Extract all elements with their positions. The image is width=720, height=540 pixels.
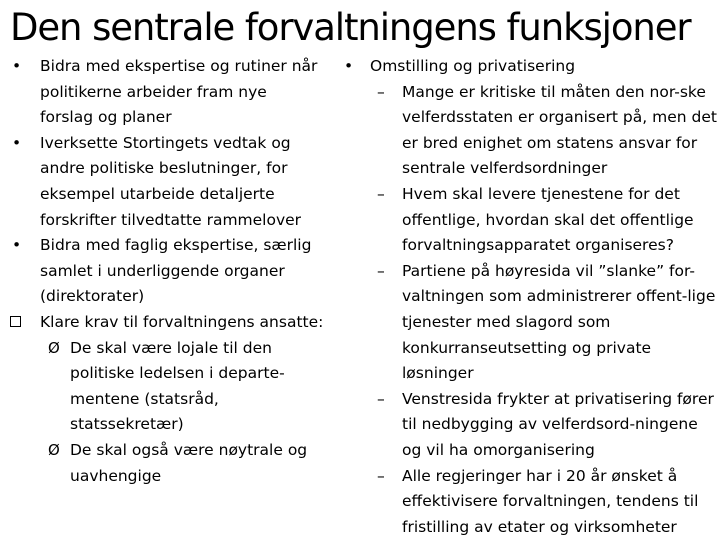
checkbox-square-icon: [10, 316, 21, 327]
sub-list-item: [8, 336, 324, 438]
left-column: [8, 54, 324, 489]
list-item: [340, 54, 718, 80]
sub-list-item: [8, 438, 324, 489]
list-item: [8, 233, 324, 310]
arrow-bullet-icon: Ø: [48, 338, 60, 357]
list-item-text: Alle regjeringer har i 20 år ønsket å effektivisere forvaltningen, tendens til fristilling av etater og virksomheter: [402, 466, 699, 536]
bullet-icon: •: [12, 236, 22, 255]
list-item: [8, 54, 324, 131]
arrow-bullet-icon: Ø: [48, 440, 60, 459]
sub-list-item: [340, 259, 718, 387]
list-item-text: Venstresida frykter at privatisering fører til nedbygging av velferdsord-ningene og vil ha omorganisering: [402, 389, 714, 459]
list-item-text: Omstilling og privatisering: [370, 57, 576, 75]
bullet-icon: •: [12, 57, 22, 75]
dash-bullet-icon: –: [377, 261, 385, 280]
list-item-text: De skal også være nøytrale og uavhengige: [70, 440, 308, 485]
sub-list-item: [340, 387, 718, 464]
right-column: [340, 54, 718, 540]
sub-list-item: [340, 464, 718, 540]
list-item-text: Mange er kritiske til måten den nor-ske velferdsstaten er organisert på, men det er bred enighet om statens ansvar for sentrale velferdsordninger: [402, 82, 717, 178]
slide-title: Den sentrale forvaltningens funksjoner: [10, 6, 691, 49]
dash-bullet-icon: –: [377, 184, 385, 203]
list-item-text: Iverksette Stortingets vedtak og andre politiske beslutninger, for eksempel utarbeide detaljerte forskrifter tilvedtatte rammelover: [40, 133, 302, 229]
list-item-text: Partiene på høyresida vil ”slanke” for-valtningen som administrerer offent-lige tjenester med slagord som konkurranseutsetting og private løsninger: [402, 261, 716, 383]
sub-list-item: [340, 80, 718, 182]
bullet-icon: •: [12, 133, 22, 152]
sub-list-item: [340, 182, 718, 259]
list-item-text: Hvem skal levere tjenestene for det offentlige, hvordan skal det offentlige forvaltningsapparatet organiseres?: [402, 184, 694, 255]
list-item-text: Bidra med ekspertise og rutiner når politikerne arbeider fram nye forslag og planer: [40, 57, 318, 127]
list-item: [8, 131, 324, 233]
dash-bullet-icon: –: [377, 389, 385, 408]
list-item-text: De skal være lojale til den politiske ledelsen i departe-mentene (statsråd, statssekretær): [70, 338, 285, 434]
dash-bullet-icon: –: [377, 82, 385, 101]
list-item-text: Klare krav til forvaltningens ansatte:: [40, 312, 324, 331]
list-item: [8, 310, 324, 336]
bullet-icon: •: [344, 57, 354, 75]
dash-bullet-icon: –: [377, 466, 385, 485]
list-item-text: Bidra med faglig ekspertise, særlig samlet i underliggende organer (direktorater): [40, 236, 312, 306]
